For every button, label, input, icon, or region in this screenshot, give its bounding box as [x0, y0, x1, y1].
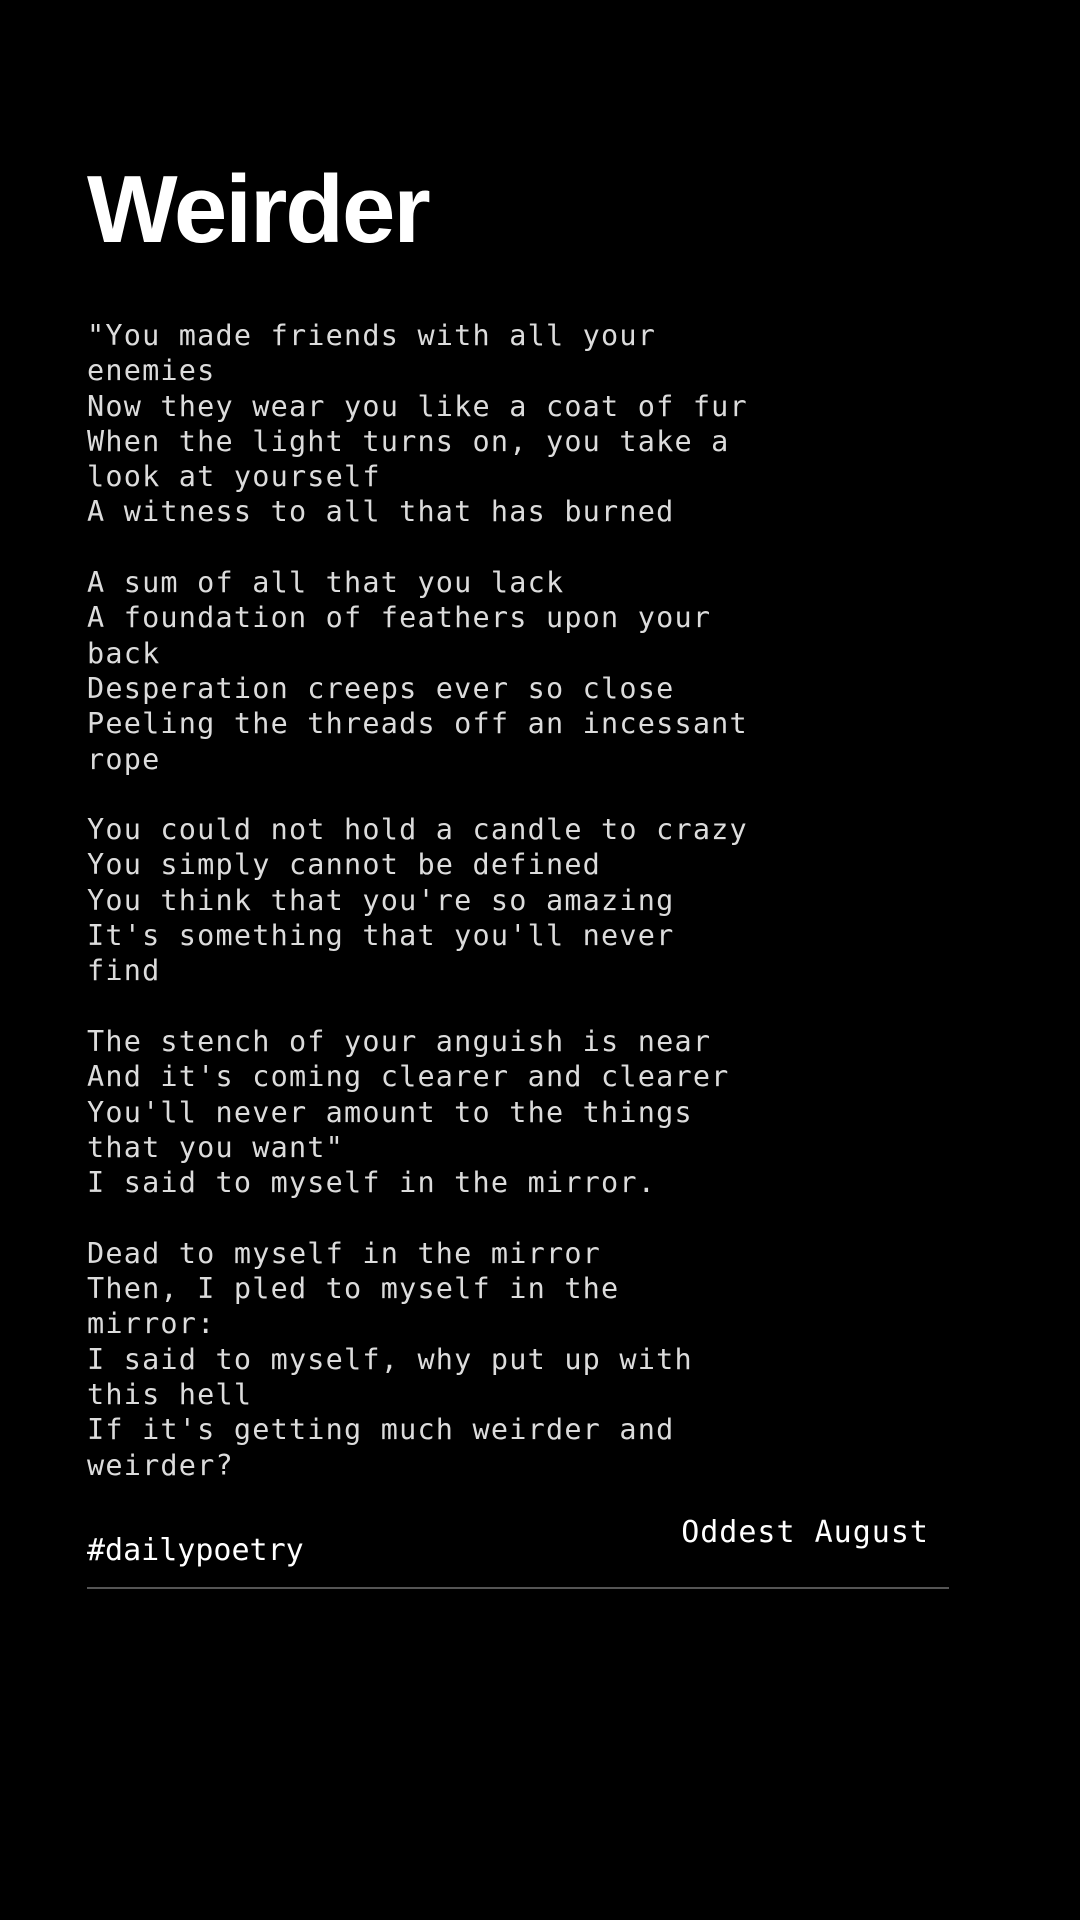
author-name: Oddest August [681, 1515, 929, 1550]
poem-stanza [87, 1236, 887, 1483]
poem-line: mirror: [87, 1307, 216, 1341]
poem-line: When the light turns on, you take a [87, 424, 730, 458]
poem-line: enemies [87, 354, 216, 388]
poem-line: You think that you're so amazing [87, 883, 675, 917]
poem-line: that you want" [87, 1130, 345, 1164]
poem-line: I said to myself, why put up with [87, 1342, 693, 1376]
poem-stanza [87, 565, 887, 777]
poem-stanza [87, 812, 887, 988]
poem-line: A sum of all that you lack [87, 566, 565, 600]
poem-line: The stench of your anguish is near [87, 1024, 712, 1058]
poem-line: find [87, 954, 161, 988]
poem-line: Dead to myself in the mirror [87, 1236, 602, 1270]
poem-line: back [87, 636, 161, 670]
poem-line: rope [87, 742, 161, 776]
poem-line: this hell [87, 1377, 253, 1411]
poem-line: A witness to all that has burned [87, 495, 675, 529]
poem-stanza [87, 1024, 887, 1200]
poem-line: You simply cannot be defined [87, 848, 602, 882]
poem-line: It's something that you'll never [87, 919, 675, 953]
poem-body [87, 318, 887, 1483]
poem-title: Weirder [87, 156, 429, 263]
poem-line: Peeling the threads off an incessant [87, 707, 748, 741]
poem-line: Desperation creeps ever so close [87, 671, 675, 705]
poem-line: weirder? [87, 1448, 234, 1482]
poem-line: Then, I pled to myself in the [87, 1272, 620, 1306]
poem-line: A foundation of feathers upon your [87, 601, 712, 635]
poem-line: You could not hold a candle to crazy [87, 813, 748, 847]
hashtag-link[interactable]: #dailypoetry [87, 1533, 304, 1568]
poem-line: look at yourself [87, 460, 381, 494]
poem-line: And it's coming clearer and clearer [87, 1060, 730, 1094]
poem-line: "You made friends with all your [87, 319, 657, 352]
poem-line: I said to myself in the mirror. [87, 1166, 657, 1200]
poem-card [87, 0, 949, 1920]
poem-line: If it's getting much weirder and [87, 1413, 675, 1447]
poem-line: You'll never amount to the things [87, 1095, 693, 1129]
divider [87, 1587, 949, 1589]
poem-line: Now they wear you like a coat of fur [87, 389, 748, 423]
poem-stanza [87, 318, 887, 530]
